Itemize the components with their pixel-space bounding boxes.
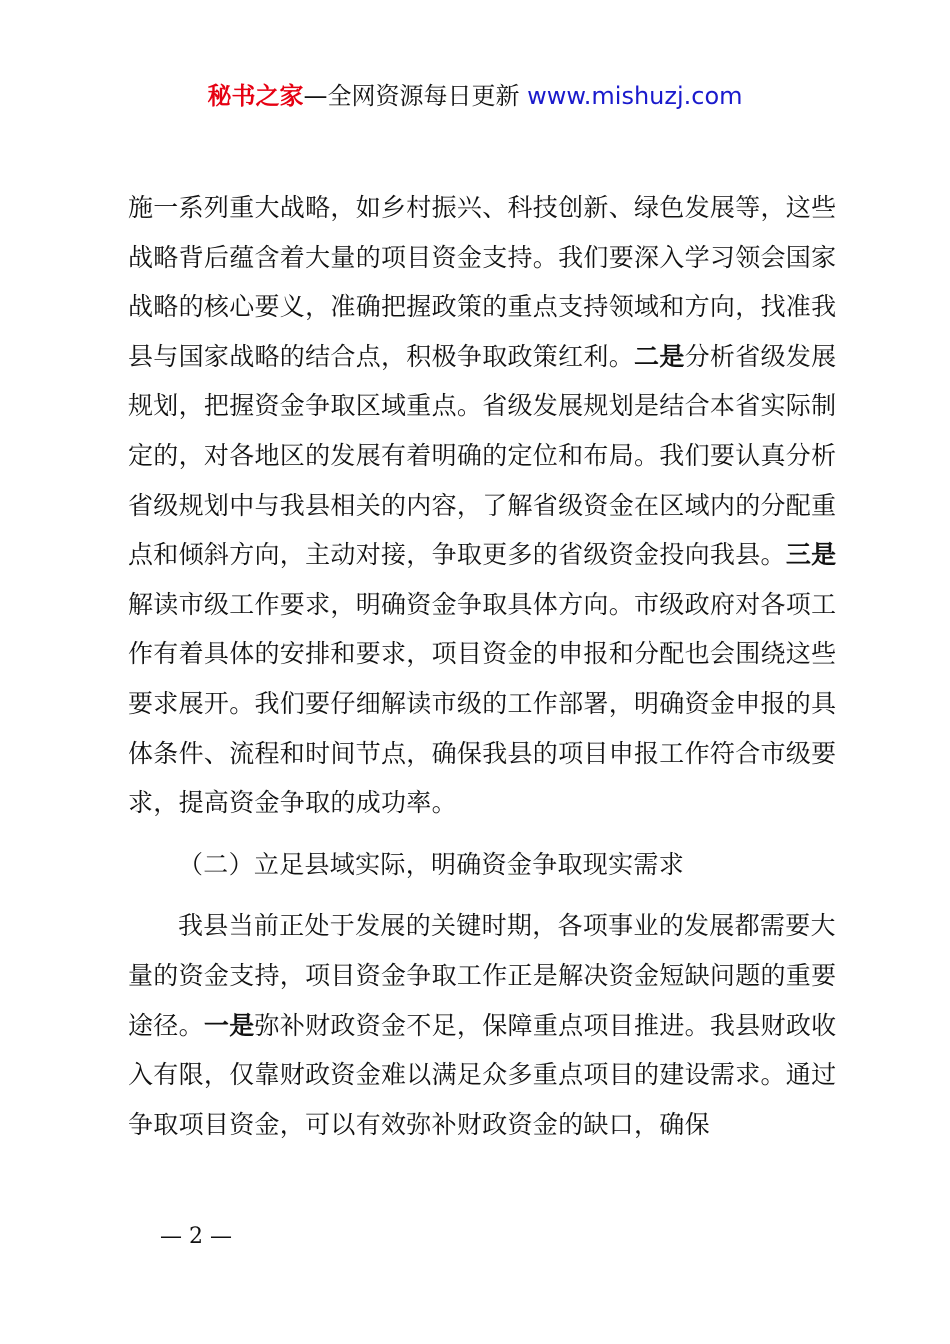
emphasis-marker: 二是 (634, 341, 685, 371)
paragraph-text: 分析省级发展规划，把握资金争取区域重点。省级发展规划是结合本省实际制定的，对各地区的发展有着明确的定位和布局。我们要认真分析省级规划中与我县相关的内容，了解省级资金在区域内的分配重点和倾斜方向，主动对接，争取更多的省级资金投向我县。 (128, 341, 837, 570)
paragraph-text: 弥补财政资金不足，保障重点项目推进。我县财政收入有限，仅靠财政资金难以满足众多重点项目的建设需求。通过争取项目资金，可以有效弥补财政资金的缺口，确保 (128, 1010, 837, 1139)
paragraph-text: 施一系列重大战略，如乡村振兴、科技创新、绿色发展等，这些战略背后蕴含着大量的项目资金支持。我们要深入学习领会国家战略的核心要义，准确把握政策的重点支持领域和方向，找准我县与国家战略的结合点，积极争取政策红利。 (128, 193, 837, 371)
document-body (128, 183, 838, 1149)
paragraph-text: 我县当前正处于发展的关键时期，各项事业的发展都需要大量的资金支持，项目资金争取工作正是解决资金短缺问题的重要途径。 (128, 911, 837, 1040)
emphasis-marker: 三是 (785, 540, 837, 570)
banner-tagline: —全网资源每日更新 (303, 82, 528, 110)
emphasis-marker: 一是 (203, 1010, 255, 1040)
paragraph-continued (128, 183, 838, 828)
page-number: — 2 — (160, 1224, 232, 1249)
section-heading: （二）立足县域实际，明确资金争取现实需求 (178, 849, 685, 879)
paragraph-text: 解读市级工作要求，明确资金争取具体方向。市级政府对各项工作有着具体的安排和要求，项目资金的申报和分配也会围绕这些要求展开。我们要仔细解读市级的工作部署，明确资金申报的具体条件、流程和时间节点，确保我县的项目申报工作符合市级要求，提高资金争取的成功率。 (128, 589, 837, 818)
paragraph (128, 901, 838, 1149)
brand-name: 秘书之家 (207, 82, 304, 110)
site-url-link[interactable]: www.mishuzj.com (527, 82, 743, 110)
site-banner (0, 80, 950, 112)
